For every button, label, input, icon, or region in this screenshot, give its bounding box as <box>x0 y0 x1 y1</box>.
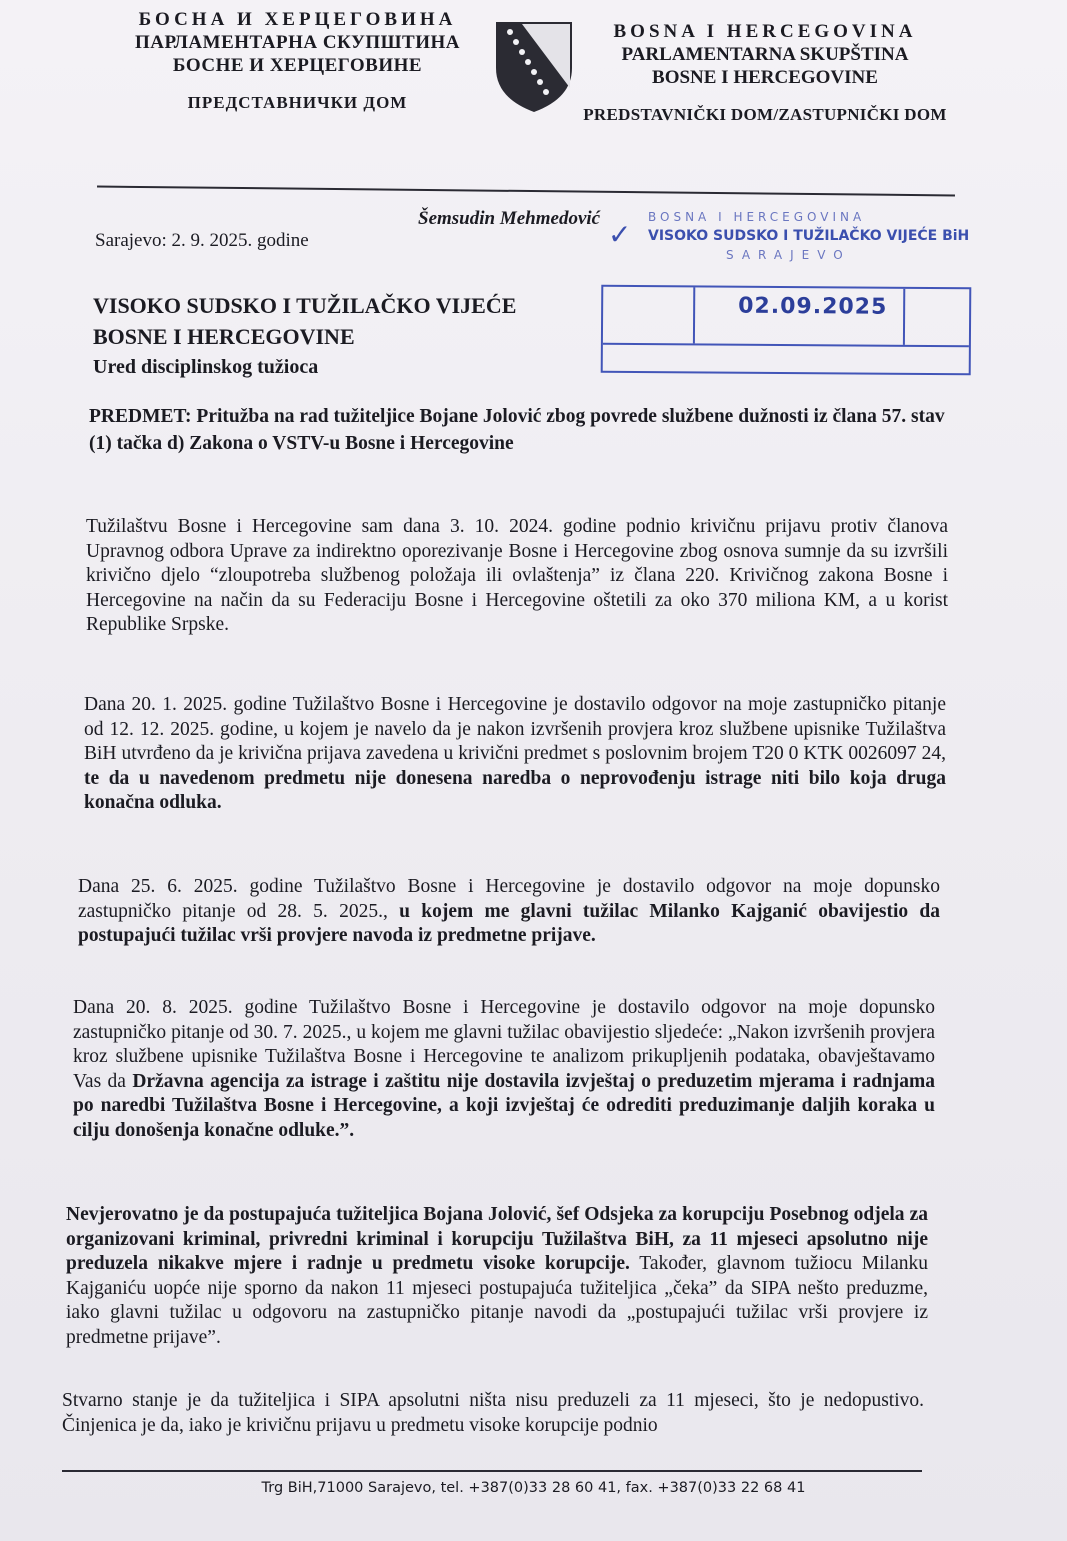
header-cyrillic <box>110 8 485 114</box>
header-latin-parliament: PARLAMENTARNA SKUPŠTINA <box>621 44 909 65</box>
received-stamp <box>608 210 988 262</box>
paragraph-1: Tužilaštvu Bosne i Hercegovine sam dana 3. 10. 2024. godine podnio krivičnu prijavu protiv članova Upravnog odbora Uprave za indirektno oporezivanje Bosne i Hercegovine zbog osnova sumnje da su izvršili krivično djelo “zloupotreba službenog položaja ili ovlaštenja” iz člana 220. Krivičnog zakona Bosne i Hercegovine na način da su Federaciju Bosne i Hercegovine oštetili za oko 370 miliona KM, a u korist Republike Srpske. <box>86 516 948 635</box>
stamp-received-date: 02.09.2025 <box>738 293 888 320</box>
header-latin-of-bih: BOSNE I HERCEGOVINE <box>652 67 878 88</box>
header-cyrillic-house: ПРЕДСТАВНИЧКИ ДОМ <box>187 93 408 112</box>
paragraph-4: Dana 20. 8. 2025. godine Tužilaštvo Bosne i Hercegovine je dostavilo odgovor na moje dopunsko zastupničko pitanje od 30. 7. 2025., u kojem me glavni tužilac obavijestio sljedeće: „Nakon izvršenih provjera kroz službene upisnike Tužilaštva Bosne i Hercegovine te analizom prikupljenih podataka, obavještavamo Vas da Državna agencija za istrage i zaštitu nije dostavila izvještaj o preduzetim mjerama i radnjama po naredbi Tužilaštva Bosne i Hercegovine, a koji izvještaj će odrediti preduzimanje daljih koraka u cilju donošenja konačne odluke.”. <box>73 997 935 1141</box>
subject-text: Pritužba na rad tužiteljice Bojane Jolović zbog povrede službene dužnosti iz člana 57. stav (1) tačka d) Zakona o VSTV-u Bosne i Hercegovine <box>89 406 945 454</box>
footer-divider <box>62 1470 922 1472</box>
paragraph-6: Stvarno stanje je da tužiteljica i SIPA apsolutni ništa nisu preduzeli za 11 mjeseci, što je nedopustivo. Činjenica je da, iako je krivičnu prijavu u predmetu visoke korupcije podnio <box>62 1390 924 1436</box>
subject-line <box>89 403 951 457</box>
check-mark-icon: ✓ <box>608 218 632 251</box>
recipient-line-1: VISOKO SUDSKO I TUŽILAČKO VIJEĆE <box>93 293 517 318</box>
paragraph-2: Dana 20. 1. 2025. godine Tužilaštvo Bosne i Hercegovine je dostavilo odgovor na moje zastupničko pitanje od 12. 12. 2025. godine, u kojem je navelo da je nakon izvršenih provjera kroz službene upisnike Tužilaštva BiH utvrđeno da je krivična prijava zavedena u krivični predmet s poslovnim brojem T20 0 KTK 0026097 24, te da u navedenom predmetu nije donesena naredba o neprovođenju istrage niti bilo koja druga konačna odluka. <box>84 694 946 813</box>
header-cyrillic-parliament: ПАРЛАМЕНТАРНА СКУПШТИНА <box>135 32 460 53</box>
letter-date: Sarajevo: 2. 9. 2025. godine <box>95 230 309 251</box>
signer-name: Šemsudin Mehmedović <box>418 208 601 229</box>
stamp-registry-box <box>601 285 972 376</box>
header-divider <box>97 186 955 197</box>
subject-label: PREDMET: <box>89 406 192 427</box>
header-latin-country: BOSNA I HERCEGOVINA <box>613 21 917 42</box>
stamp-city: SARAJEVO <box>726 248 851 262</box>
recipient-office: Ured disciplinskog tužioca <box>93 356 319 378</box>
header-cyrillic-country: БОСНА И ХЕРЦЕГОВИНА <box>138 9 457 30</box>
header-cyrillic-of-bih: БОСНЕ И ХЕРЦЕГОВИНЕ <box>172 55 423 76</box>
recipient-block <box>93 290 516 383</box>
stamp-council: VISOKO SUDSKO I TUŽILAČKO VIJEĆE BiH <box>648 228 970 244</box>
recipient-line-2: BOSNE I HERCEGOVINE <box>93 324 355 349</box>
bih-coat-of-arms-icon <box>492 18 576 114</box>
header-latin-house: PREDSTAVNIČKI DOM/ZASTUPNIČKI DOM <box>583 105 947 124</box>
header-latin <box>580 20 950 126</box>
paragraph-5: Nevjerovatno je da postupajuća tužiteljica Bojana Jolović, šef Odsjeka za korupciju Posebnog odjela za organizovani kriminal, privredni kriminal i korupciju Tužilaštva BiH, za 11 mjeseci apsolutno nije preduzela nikakve mjere i radnje u predmetu visoke korupcije. Također, glavnom tužiocu Milanku Kajganiću uopće nije sporno da nakon 11 mjeseci postupajuća tužiteljica „čeka” da SIPA nešto preduzme, iako glavni tužilac u odgovoru na zastupničko pitanje navodi da „postupajući tužilac vrši provjere iz predmetne prijave”. <box>66 1204 928 1348</box>
footer-address: Trg BiH,71000 Sarajevo, tel. +387(0)33 28 60 41, fax. +387(0)33 22 68 41 <box>261 1480 806 1496</box>
paragraph-3: Dana 25. 6. 2025. godine Tužilaštvo Bosne i Hercegovine je dostavilo odgovor na moje dopunsko zastupničko pitanje od 28. 5. 2025., u kojem me glavni tužilac Milanko Kajganić obavijestio da postupajući tužilac vrši provjere navoda iz predmetne prijave. <box>78 876 941 946</box>
stamp-country: BOSNA I HERCEGOVINA <box>648 210 866 224</box>
